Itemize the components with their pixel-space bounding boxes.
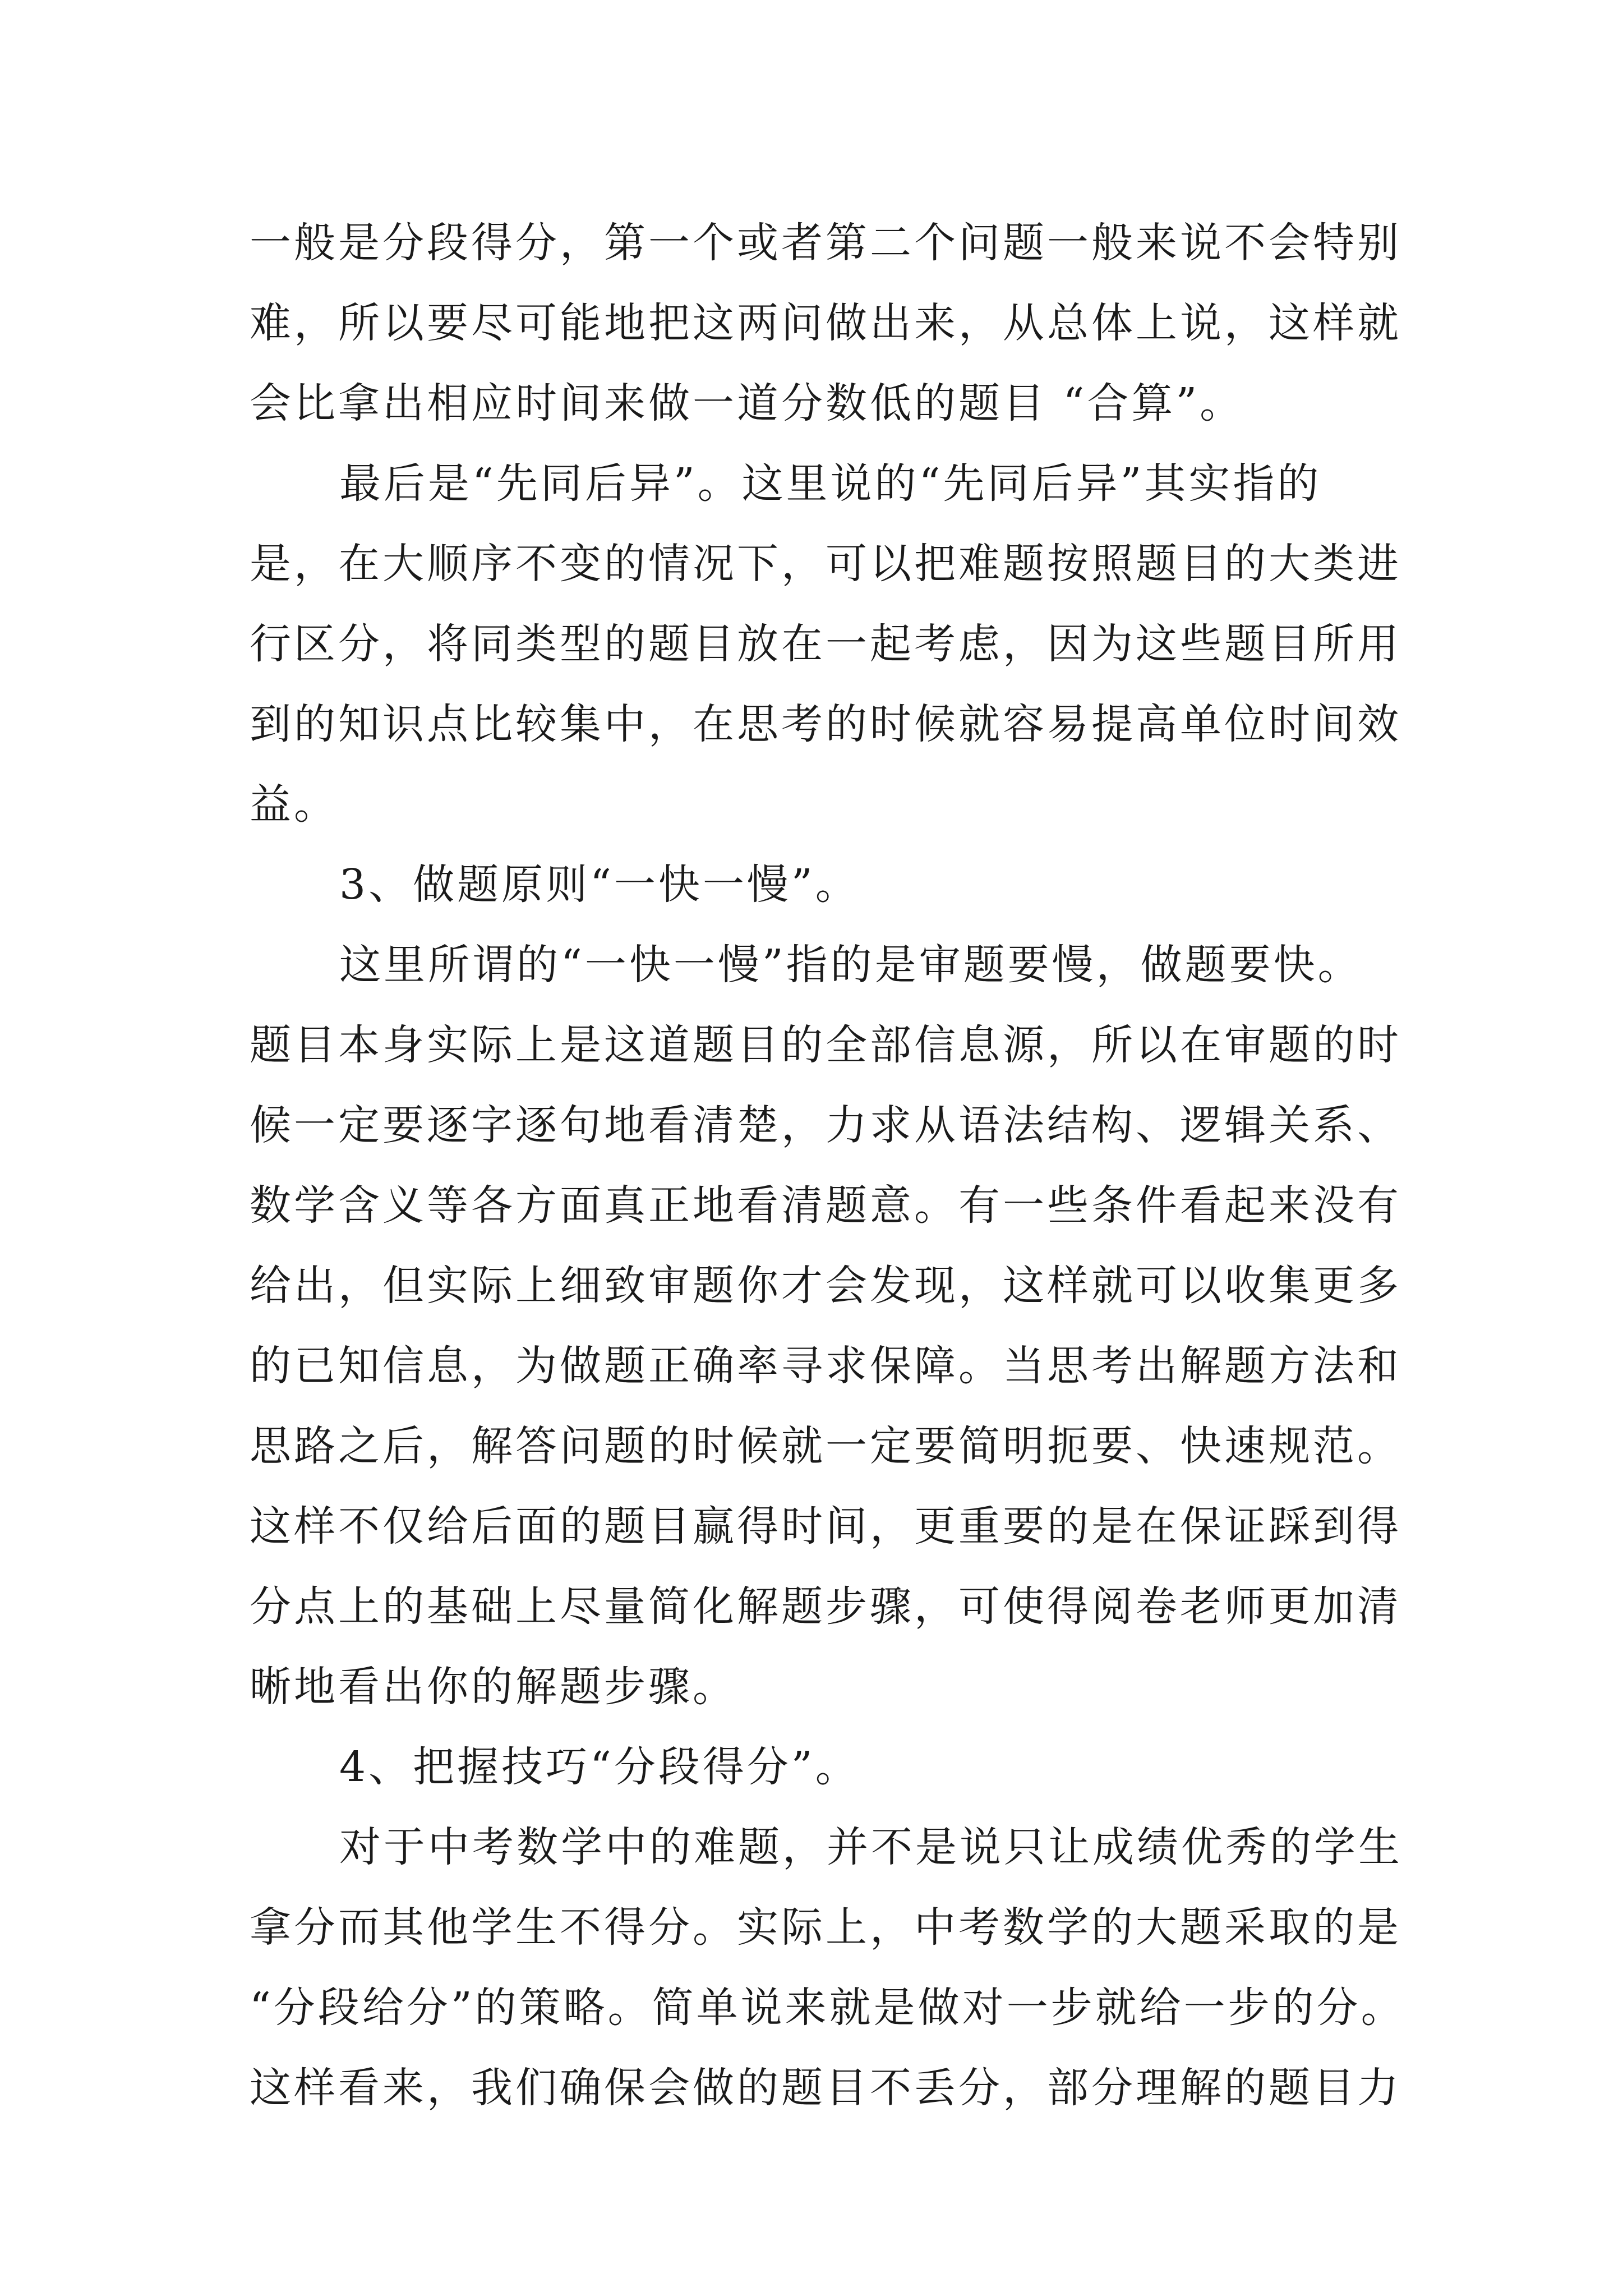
text-line: 益。 bbox=[250, 780, 338, 829]
text-line: 这样看来，我们确保会做的题目不丢分，部分理解的题目力 bbox=[250, 2064, 1401, 2112]
text-line: 一般是分段得分，第一个或者第二个问题一般来说不会特别 bbox=[250, 219, 1401, 267]
text-line: 难，所以要尽可能地把这两问做出来，从总体上说，这样就 bbox=[250, 299, 1401, 347]
section-heading: 3、做题原则“一快一慢”。 bbox=[339, 861, 860, 909]
text-line: 是，在大顺序不变的情况下，可以把难题按照题目的大类进 bbox=[250, 540, 1401, 588]
text-line: 候一定要逐字逐句地看清楚，力求从语法结构、逻辑关系、 bbox=[250, 1101, 1401, 1149]
text-line: 分点上的基础上尽量简化解题步骤，可使得阅卷老师更加清 bbox=[250, 1582, 1401, 1631]
text-line: 拿分而其他学生不得分。实际上，中考数学的大题采取的是 bbox=[250, 1903, 1401, 1952]
text-line: 会比拿出相应时间来做一道分数低的题目 “合算”。 bbox=[250, 379, 1244, 427]
text-line: 思路之后，解答问题的时候就一定要简明扼要、快速规范。 bbox=[250, 1422, 1401, 1470]
paragraph-start-line: 最后是“先同后异”。这里说的“先同后异”其实指的 bbox=[339, 459, 1322, 508]
text-line: “分段给分”的策略。简单说来就是做对一步就给一步的分。 bbox=[250, 1984, 1405, 2032]
text-line: 数学含义等各方面真正地看清题意。有一些条件看起来没有 bbox=[250, 1181, 1401, 1230]
text-line: 行区分，将同类型的题目放在一起考虑，因为这些题目所用 bbox=[250, 620, 1401, 668]
paragraph-start-line: 对于中考数学中的难题，并不是说只让成绩优秀的学生 bbox=[339, 1823, 1403, 1871]
text-line: 题目本身实际上是这道题目的全部信息源，所以在审题的时 bbox=[250, 1021, 1401, 1069]
text-line: 晰地看出你的解题步骤。 bbox=[250, 1663, 737, 1711]
section-heading: 4、把握技巧“分段得分”。 bbox=[339, 1743, 860, 1791]
text-line: 给出，但实际上细致审题你才会发现，这样就可以收集更多 bbox=[250, 1262, 1401, 1310]
text-line: 这样不仅给后面的题目赢得时间，更重要的是在保证踩到得 bbox=[250, 1502, 1401, 1550]
text-line: 的已知信息，为做题正确率寻求保障。当思考出解题方法和 bbox=[250, 1342, 1401, 1390]
paragraph-start-line: 这里所谓的“一快一慢”指的是审题要慢，做题要快。 bbox=[339, 941, 1362, 989]
text-line: 到的知识点比较集中，在思考的时候就容易提高单位时间效 bbox=[250, 700, 1401, 748]
